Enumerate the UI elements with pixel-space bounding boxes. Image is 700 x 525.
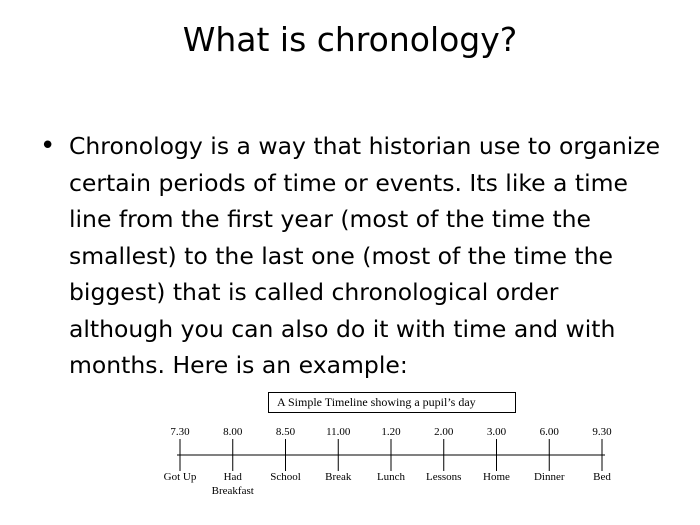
timeline-event-label: Break (325, 471, 352, 483)
timeline-time-label: 3.00 (486, 426, 507, 438)
timeline-figure (160, 389, 630, 509)
timeline-time-label: 11.00 (326, 426, 351, 438)
timeline-event-label: Bed (593, 471, 611, 483)
bullet-dot-icon: • (40, 131, 56, 161)
timeline-time-label: 8.50 (275, 426, 296, 438)
bullet-text: Chronology is a way that historian use to organize certain periods of time or events. Its like a time line from the first year (most of the time the smallest) to the last one (most of the time the biggest) that is called chronological order although you can also do it with time and with months. Here is an example: (69, 132, 661, 379)
timeline-time-label: 1.20 (381, 426, 401, 438)
timeline-time-label: 8.00 (223, 426, 243, 438)
timeline-time-label: 2.00 (434, 426, 454, 438)
timeline-event-label: Had Breakfast (211, 471, 254, 497)
timeline-caption: A Simple Timeline showing a pupil’s day (268, 392, 516, 413)
timeline-time-label: 6.00 (539, 426, 559, 438)
timeline-event-label: Lessons (426, 471, 462, 483)
timeline-event-label: Dinner (533, 471, 565, 483)
timeline-time-label: 7.30 (170, 426, 190, 438)
slide-title: What is chronology? (182, 20, 518, 59)
bullet-item (40, 128, 670, 384)
timeline-event-label: Got Up (163, 471, 197, 483)
timeline-event-label: Home (483, 471, 510, 483)
timeline-event-label: Lunch (376, 471, 406, 483)
timeline-time-label: 9.30 (592, 426, 612, 438)
timeline-event-label: School (270, 471, 301, 483)
